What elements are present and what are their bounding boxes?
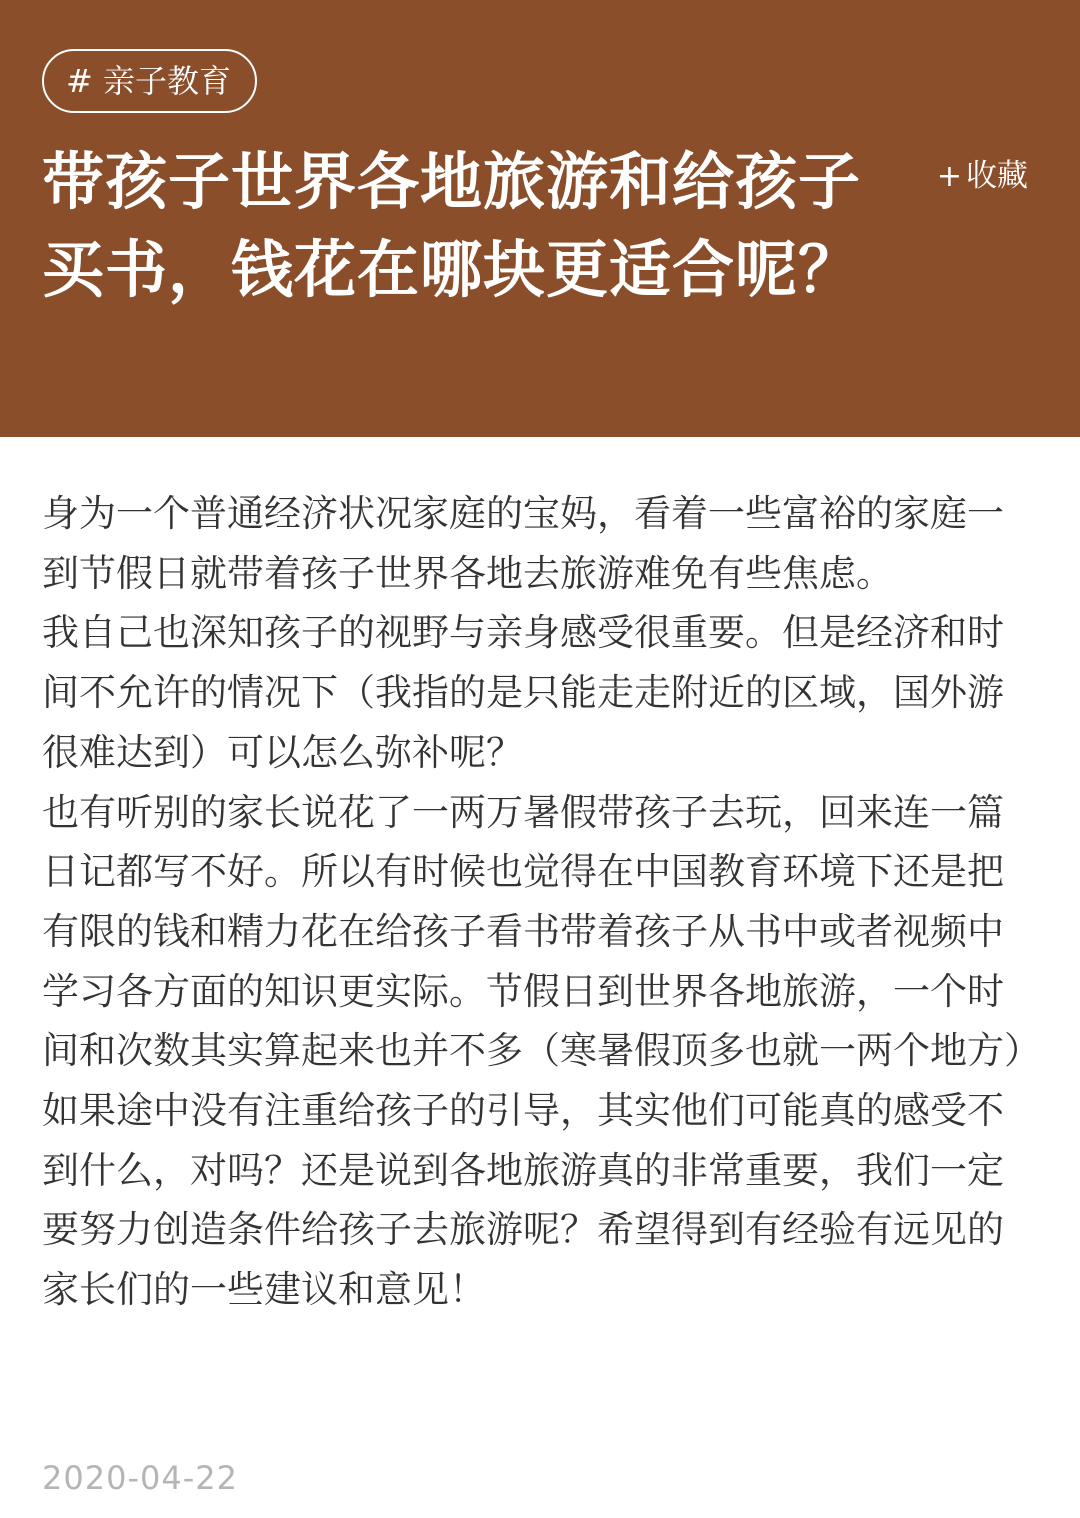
body-paragraph: 如果途中没有注重给孩子的引导，其实他们可能真的感受不到什么，对吗？还是说到各地旅游真的非常重要，我们一定要努力创造条件给孩子去旅游呢？希望得到有经验有远见的家长们的一些建议和意见！ <box>42 1089 1004 1312</box>
body-paragraph: 我自己也深知孩子的视野与亲身感受很重要。但是经济和时间不允许的情况下（我指的是只能走走附近的区域，国外游很难达到）可以怎么弥补呢？ <box>42 611 1004 774</box>
question-title: 带孩子世界各地旅游和给孩子买书，钱花在哪块更适合呢？ <box>42 145 862 306</box>
question-header <box>0 0 1080 437</box>
body-paragraph: 身为一个普通经济状况家庭的宝妈，看着一些富裕的家庭一到节假日就带着孩子世界各地去旅游难免有些焦虑。 <box>42 492 1004 595</box>
question-body <box>42 484 1041 1320</box>
post-date: 2020-04-22 <box>42 1459 238 1497</box>
topic-tag[interactable]: # 亲子教育 <box>42 49 257 113</box>
favorite-button[interactable] <box>937 154 1028 199</box>
body-paragraph: 也有听别的家长说花了一两万暑假带孩子去玩，回来连一篇日记都写不好。所以有时候也觉得在中国教育环境下还是把有限的钱和精力花在给孩子看书带着孩子从书中或者视频中学习各方面的知识更实际。节假日到世界各地旅游，一个时间和次数其实算起来也并不多（寒暑假顶多也就一两个地方） <box>42 790 1041 1073</box>
plus-icon: + <box>936 159 962 194</box>
favorite-label: 收藏 <box>966 158 1028 194</box>
